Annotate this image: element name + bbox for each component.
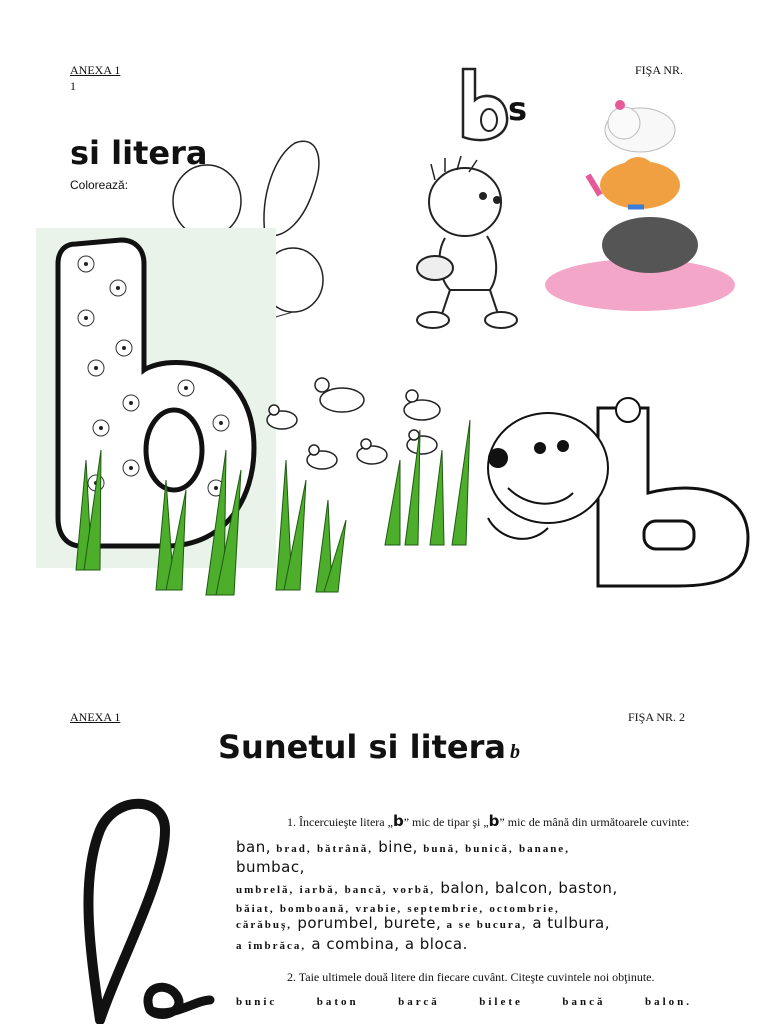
word-item: vrabie, (355, 903, 403, 915)
outline-b-glyph (455, 65, 515, 145)
letter-s-caption: s (508, 90, 528, 128)
title-letter: b (509, 741, 520, 763)
word-line-2 (236, 858, 305, 876)
word-item: a combina, (311, 935, 400, 953)
annex-label-1: ANEXA 1 (70, 63, 121, 77)
grass-middle (380, 420, 490, 550)
word-item: burete, (383, 914, 442, 932)
title-text: Sunetul si litera (218, 728, 506, 766)
task1-text-c: ” mic de mână din următoarele cuvinte: (499, 815, 690, 829)
word-item: porumbel, (297, 914, 379, 932)
task2-word: balon. (644, 996, 692, 1008)
annex-sub-label: 1 (70, 79, 76, 93)
boy-illustration (405, 160, 525, 330)
word-item: vorbă, (392, 884, 436, 896)
word-item: octombrie, (489, 903, 560, 915)
word-line-1 (236, 838, 570, 856)
word-item: a bloca. (404, 935, 468, 953)
coloring-instruction: Colorează: (70, 178, 129, 192)
word-line-5 (236, 914, 610, 932)
word-item: banane, (518, 843, 570, 855)
word-item: bine, (378, 838, 418, 856)
word-line-6 (236, 935, 468, 953)
word-item: băiat, (236, 903, 275, 915)
word-item: bancă, (344, 884, 388, 896)
task2-word: baton (316, 996, 359, 1008)
task2-word: bancă (562, 996, 606, 1008)
page2-title (218, 728, 520, 766)
sheet-number-2: FIŞA NR. 2 (628, 710, 686, 724)
word-item: cărăbuş, (236, 919, 293, 931)
sheet-number-1: FIŞA NR. (635, 63, 684, 77)
word-item: balcon, (494, 879, 554, 897)
task2-word: bilete (479, 996, 523, 1008)
bear-with-letter-b (478, 398, 753, 590)
word-item: balon, (440, 879, 490, 897)
task1-text-b: ” mic de tipar şi „ (403, 815, 489, 829)
word-item: a îmbrăca, (236, 940, 307, 952)
word-item: baston, (558, 879, 618, 897)
task2-word: barcă (398, 996, 440, 1008)
word-item: brad, (276, 843, 312, 855)
task1-text-a: 1. Încercuieşte litera „ (287, 815, 393, 829)
task1-print-b: b (392, 812, 404, 830)
word-item: bună, (423, 843, 460, 855)
word-item: bumbac, (236, 858, 305, 876)
annex-label-2: ANEXA 1 (70, 710, 121, 724)
word-line-3 (236, 879, 618, 897)
cursive-b-illustration (60, 800, 210, 1024)
word-item: a se bucura, (446, 919, 528, 931)
word-item: septembrie, (407, 903, 485, 915)
task2-word: bunic (236, 996, 278, 1008)
page1-title: si litera (70, 134, 208, 172)
word-item: ban, (236, 838, 271, 856)
word-item: bomboană, (279, 903, 351, 915)
task1-instruction (287, 812, 689, 830)
task2-word-list (236, 996, 692, 1008)
word-item: bunică, (465, 843, 514, 855)
cats-illustration (540, 95, 740, 315)
word-item: bătrână, (316, 843, 373, 855)
word-item: iarbă, (299, 884, 340, 896)
word-item: a tulbura, (532, 914, 611, 932)
word-item: umbrelă, (236, 884, 295, 896)
task2-instruction: 2. Taie ultimele două litere din fiecare cuvânt. Citeşte cuvintele noi obţinute. (287, 970, 655, 984)
task1-cursive-b: b (488, 812, 500, 830)
